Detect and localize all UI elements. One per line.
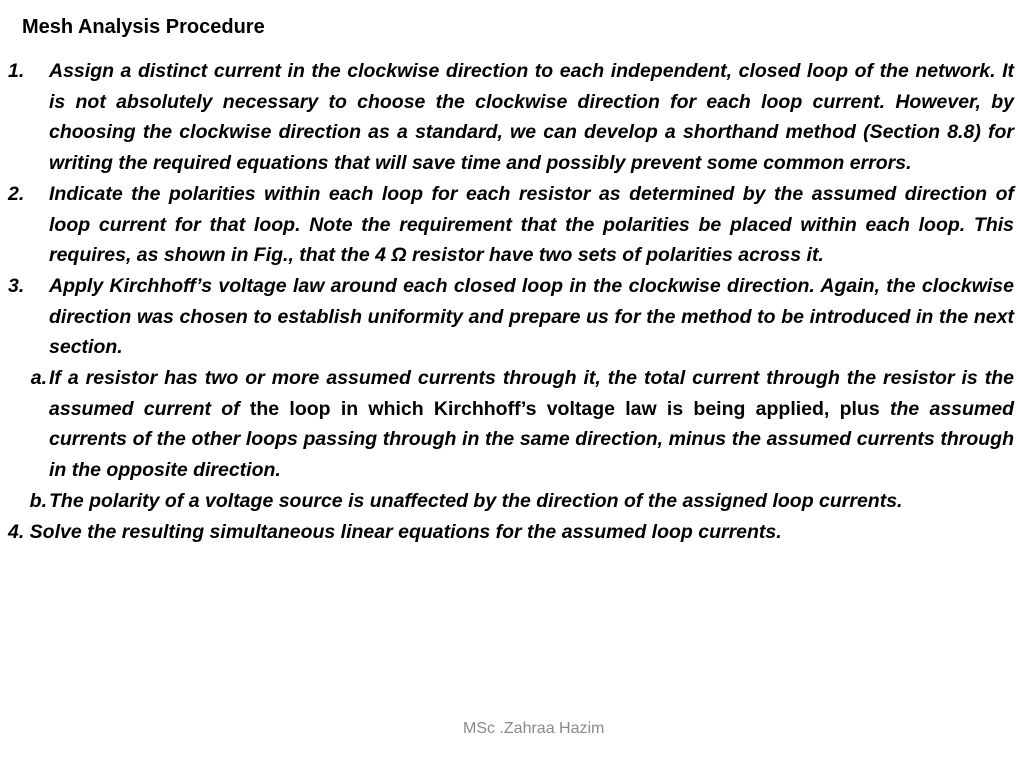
sub-list-marker: a. [30,367,47,390]
list-item-4 [8,517,1014,548]
sub-item-text: The polarity of a voltage source is unaffected by the direction of the assigned loop currents. [49,489,903,512]
footer-author: MSc .Zahraa Hazim [463,720,605,737]
sub-list-marker: b. [29,489,47,512]
slide-title: Mesh Analysis Procedure [22,16,265,38]
sub-item-a [8,363,1014,486]
sub-item-text-part3: the assumed currents of the other loops passing through in the same direction, minus the assumed currents through in the opposite direction. [49,397,1015,482]
procedure-list [8,56,1014,547]
list-item-text: Assign a distinct current in the clockwise direction to each independent, closed loop of the network. It is not absolutely necessary to choose the clockwise direction for each loop current. However, by choosing the clockwise direction as a standard, we can develop a shorthand method (Section 8.8) for writing the required equations that will save time and possibly prevent some common errors. [49,60,1014,175]
sub-item-text [49,363,1014,486]
list-item-2 [8,179,1014,271]
sub-item-text-part2: the loop in which Kirchhoff’s voltage law is being applied, plus [249,397,880,420]
list-item-text: Indicate the polarities within each loop for each resistor as determined by the assumed direction of loop current for that loop. Note the requirement that the polarities be placed within each loop. This requires, as shown in Fig., that the 4 Ω resistor have two sets of polarities across it. [49,182,1014,267]
list-marker: 3. [8,274,25,297]
list-item-text: 4. Solve the resulting simultaneous linear equations for the assumed loop currents. [8,520,782,543]
sub-item-text-part1: If a resistor has two or more assumed currents through it, the total current through the resistor is the assumed current of [49,367,1014,420]
list-marker: 1. [8,60,25,82]
sub-item-b [8,486,1014,517]
list-marker: 2. [8,182,25,205]
list-item-1 [8,56,1014,179]
list-item-text: Apply Kirchhoff’s voltage law around each closed loop in the clockwise direction. Again, the clockwise direction was chosen to establish uniformity and prepare us for the method to be introduced in the next section. [49,274,1014,359]
list-item-3 [8,271,1014,363]
